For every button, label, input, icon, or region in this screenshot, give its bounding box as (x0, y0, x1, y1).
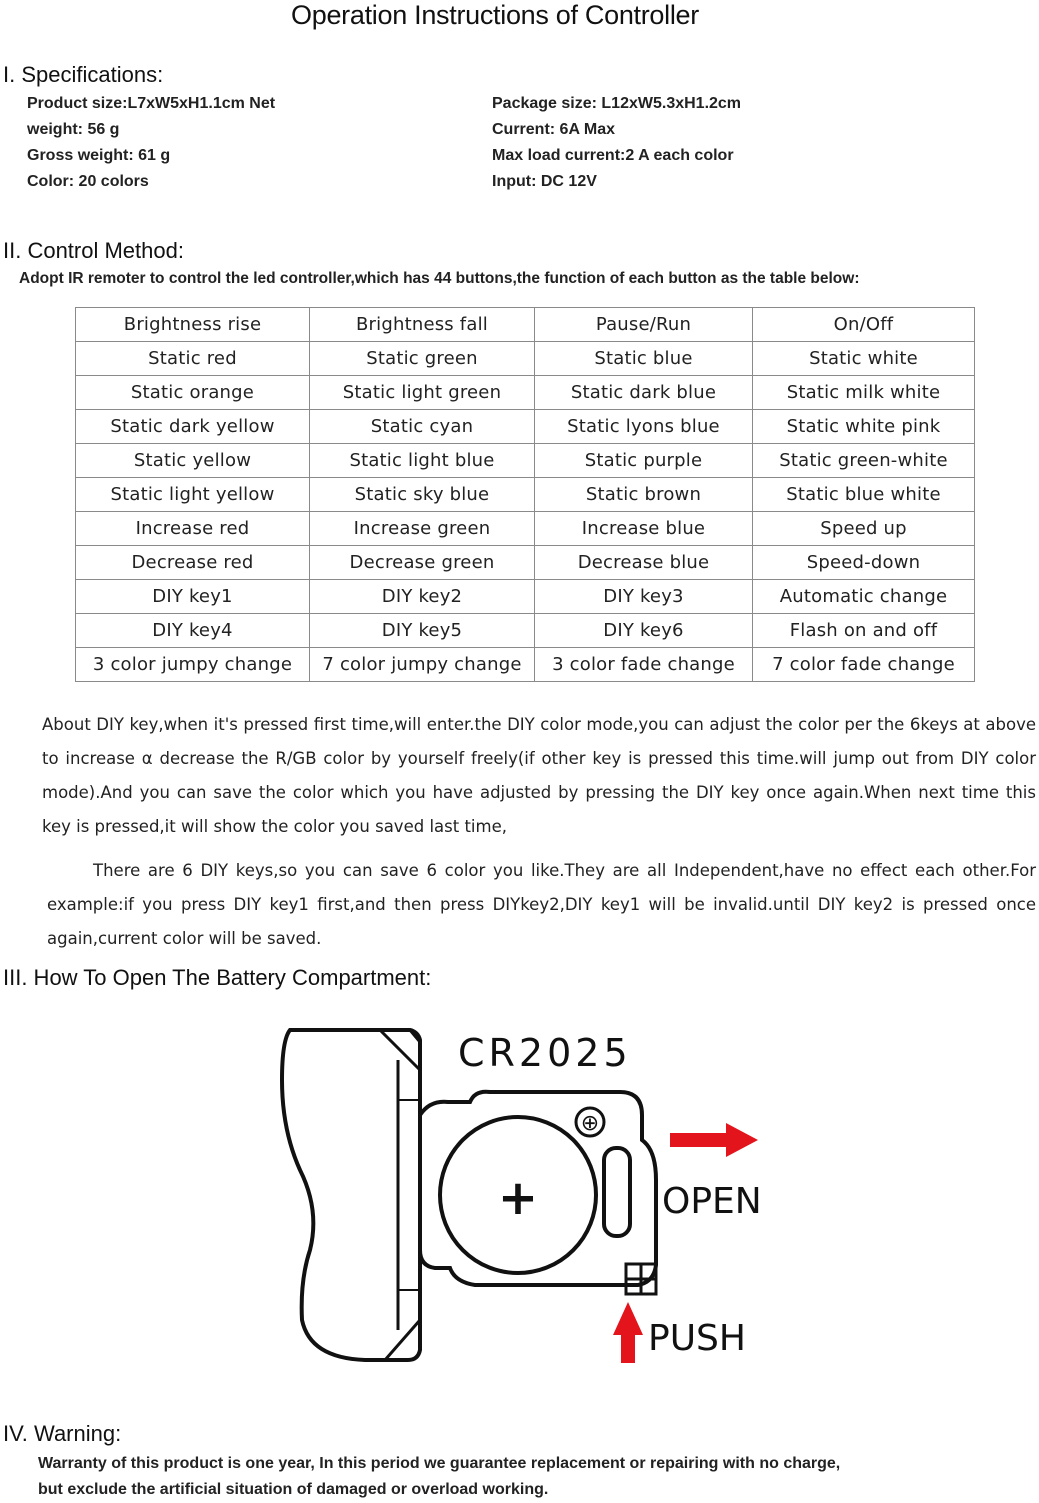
table-cell: Increase blue (535, 512, 753, 546)
table-cell: Static light green (310, 376, 535, 410)
table-cell: Static purple (535, 444, 753, 478)
table-cell: Brightness fall (310, 308, 535, 342)
table-row (76, 410, 975, 444)
specifications-right (492, 91, 741, 195)
table-row (76, 546, 975, 580)
table-cell: DIY key2 (310, 580, 535, 614)
spec-current: Current: 6A Max (492, 121, 615, 138)
table-cell: Static red (76, 342, 310, 376)
table-cell: Increase green (310, 512, 535, 546)
table-row (76, 308, 975, 342)
table-row (76, 376, 975, 410)
table-cell: 3 color jumpy change (76, 648, 310, 682)
table-cell: DIY key3 (535, 580, 753, 614)
table-cell: Static dark blue (535, 376, 753, 410)
table-cell: Decrease blue (535, 546, 753, 580)
button-function-table (75, 307, 975, 682)
warning-line-2: but exclude the artificial situation of damaged or overload working. (38, 1481, 549, 1498)
spec-input: Input: DC 12V (492, 173, 597, 190)
warning-line-1: Warranty of this product is one year, In this period we guarantee replacement or repairing with no charge, (38, 1455, 841, 1472)
warning-text (38, 1451, 840, 1503)
battery-latch (604, 1148, 630, 1236)
table-cell: Static light blue (310, 444, 535, 478)
open-label: OPEN (662, 1181, 762, 1222)
spec-net-weight: weight: 56 g (27, 121, 120, 138)
table-cell: Static milk white (753, 376, 975, 410)
table-cell: Decrease red (76, 546, 310, 580)
control-method-intro: Adopt IR remoter to control the led controller,which has 44 buttons,the function of each button as the table below: (19, 270, 860, 287)
large-plus-icon: + (497, 1170, 539, 1226)
table-row (76, 614, 975, 648)
specifications-left (27, 91, 275, 195)
push-label: PUSH (648, 1318, 746, 1359)
push-arrow-icon (613, 1302, 643, 1335)
spec-product-size: Product size:L7xW5xH1.1cm Net (27, 95, 276, 112)
table-cell: Static blue white (753, 478, 975, 512)
table-cell: DIY key4 (76, 614, 310, 648)
open-arrow-icon (670, 1133, 730, 1147)
table-cell: Static cyan (310, 410, 535, 444)
table-row (76, 512, 975, 546)
table-cell: Static yellow (76, 444, 310, 478)
table-cell: DIY key6 (535, 614, 753, 648)
table-row (76, 580, 975, 614)
table-cell: DIY key1 (76, 580, 310, 614)
table-cell: 3 color fade change (535, 648, 753, 682)
table-row (76, 648, 975, 682)
specifications-heading: I. Specifications: (3, 62, 164, 87)
control-method-heading: II. Control Method: (3, 238, 184, 263)
page-title: Operation Instructions of Controller (291, 0, 699, 30)
table-cell: Brightness rise (76, 308, 310, 342)
spec-color: Color: 20 colors (27, 173, 149, 190)
table-cell: Speed up (753, 512, 975, 546)
table-cell: Speed-down (753, 546, 975, 580)
table-cell: Static green (310, 342, 535, 376)
diy-key-paragraph-2: There are 6 DIY keys,so you can save 6 color you like.They are all Independent,have no effect each other.For example:if you press DIY key1 first,and then press DIYkey2,DIY key1 will be invalid.until DIY key2 is pressed once again,current color will be saved. (47, 861, 1036, 948)
battery-compartment-diagram (270, 1020, 770, 1375)
table-cell: Pause/Run (535, 308, 753, 342)
warning-heading: IV. Warning: (3, 1421, 122, 1446)
spec-gross-weight: Gross weight: 61 g (27, 147, 171, 164)
table-cell: Static orange (76, 376, 310, 410)
diy-key-paragraph-1: About DIY key,when it's pressed first time,will enter.the DIY color mode,you can adjust the color per the 6keys at above to increase α decrease the R/GB color by yourself freely(if other key is pressed this time.will jump out from DIY color mode).And you can save the color which you have adjusted by pressing the DIY key once again.When next time this key is pressed,it will show the color you saved last time, (42, 715, 1036, 836)
table-cell: DIY key5 (310, 614, 535, 648)
table-cell: Increase red (76, 512, 310, 546)
table-cell: Static sky blue (310, 478, 535, 512)
table-cell: Decrease green (310, 546, 535, 580)
table-cell: Static white (753, 342, 975, 376)
table-cell: Static lyons blue (535, 410, 753, 444)
small-plus-icon: ⊕ (580, 1111, 600, 1136)
table-cell: Static brown (535, 478, 753, 512)
table-row (76, 444, 975, 478)
table-cell: Static blue (535, 342, 753, 376)
table-cell: Static green-white (753, 444, 975, 478)
table-cell: 7 color jumpy change (310, 648, 535, 682)
table-cell: Flash on and off (753, 614, 975, 648)
table-cell: Static white pink (753, 410, 975, 444)
spec-package-size: Package size: L12xW5.3xH1.2cm (492, 95, 742, 112)
table-cell: Automatic change (753, 580, 975, 614)
battery-model-label: CR2025 (458, 1031, 632, 1075)
table-cell: On/Off (753, 308, 975, 342)
table-row (76, 478, 975, 512)
battery-heading: III. How To Open The Battery Compartment: (3, 965, 432, 990)
table-cell: 7 color fade change (753, 648, 975, 682)
spec-max-load: Max load current:2 A each color (492, 147, 734, 164)
table-row (76, 342, 975, 376)
table-cell: Static light yellow (76, 478, 310, 512)
table-cell: Static dark yellow (76, 410, 310, 444)
